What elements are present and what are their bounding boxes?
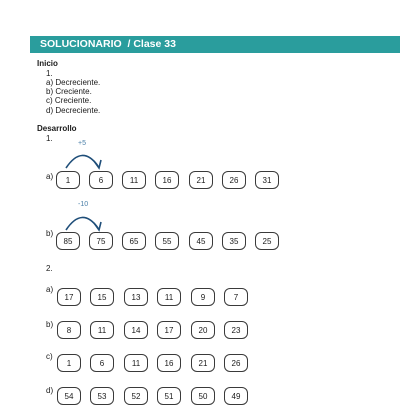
ex2-c-box: 11 bbox=[124, 354, 148, 372]
ex1-a-box: 6 bbox=[89, 171, 113, 189]
ex1-b-label: b) bbox=[46, 229, 54, 238]
ex2-a-box: 17 bbox=[57, 288, 81, 306]
ex1-a-box: 11 bbox=[122, 171, 146, 189]
ex1-b-box: 45 bbox=[189, 232, 213, 250]
ex1-number: 1. bbox=[46, 134, 53, 143]
ex1-b-box: 75 bbox=[89, 232, 113, 250]
ex1-a-curved-arrow-icon bbox=[60, 146, 110, 170]
ex1-a-box: 31 bbox=[255, 171, 279, 189]
ex1-a-box: 21 bbox=[189, 171, 213, 189]
ex2-b-box: 23 bbox=[224, 321, 248, 339]
ex2-c-box: 1 bbox=[57, 354, 81, 372]
ex1-b-box: 85 bbox=[56, 232, 80, 250]
ex2-a-box: 9 bbox=[191, 288, 215, 306]
ex2-d-box: 51 bbox=[157, 387, 181, 405]
ex1-a-box: 26 bbox=[222, 171, 246, 189]
ex1-b-box: 25 bbox=[255, 232, 279, 250]
ex2-d-box: 54 bbox=[57, 387, 81, 405]
ex1-b-arrow-label: -10 bbox=[78, 201, 89, 208]
header-banner: SOLUCIONARIO / Clase 33 bbox=[30, 36, 400, 53]
ex2-b-box: 11 bbox=[90, 321, 114, 339]
ex2-b-box: 20 bbox=[191, 321, 215, 339]
ex2-c-box: 26 bbox=[224, 354, 248, 372]
ex1-b-box: 55 bbox=[155, 232, 179, 250]
ex2-c-box: 6 bbox=[90, 354, 114, 372]
ex2-c-label: c) bbox=[46, 352, 53, 361]
desarrollo-heading: Desarrollo bbox=[37, 124, 77, 133]
ex2-d-label: d) bbox=[46, 386, 54, 395]
ex2-c-box: 16 bbox=[157, 354, 181, 372]
ex2-a-box: 11 bbox=[157, 288, 181, 306]
ex2-b-box: 8 bbox=[57, 321, 81, 339]
ex1-b-curved-arrow-icon bbox=[60, 208, 110, 232]
ex2-d-box: 52 bbox=[124, 387, 148, 405]
ex1-a-box: 16 bbox=[155, 171, 179, 189]
ex1-a-arrow-label: +5 bbox=[78, 140, 86, 147]
ex1-b-box: 65 bbox=[122, 232, 146, 250]
ex2-d-box: 49 bbox=[224, 387, 248, 405]
ex2-d-box: 50 bbox=[191, 387, 215, 405]
ex2-number: 2. bbox=[46, 264, 53, 273]
ex2-c-box: 21 bbox=[191, 354, 215, 372]
ex1-b-box: 35 bbox=[222, 232, 246, 250]
inicio-number: 1. bbox=[46, 69, 53, 78]
ex2-a-box: 13 bbox=[124, 288, 148, 306]
inicio-answer-b: b) Creciente. bbox=[46, 87, 92, 96]
ex2-b-box: 14 bbox=[124, 321, 148, 339]
ex2-b-box: 17 bbox=[157, 321, 181, 339]
inicio-heading: Inicio bbox=[37, 59, 58, 68]
ex1-a-box: 1 bbox=[56, 171, 80, 189]
ex2-a-box: 15 bbox=[90, 288, 114, 306]
ex2-a-box: 7 bbox=[224, 288, 248, 306]
ex2-b-label: b) bbox=[46, 320, 54, 329]
ex2-d-box: 53 bbox=[90, 387, 114, 405]
ex1-a-label: a) bbox=[46, 172, 54, 181]
inicio-answer-a: a) Decreciente. bbox=[46, 78, 101, 87]
inicio-answer-c: c) Creciente. bbox=[46, 96, 92, 105]
ex2-a-label: a) bbox=[46, 285, 54, 294]
inicio-answer-d: d) Decreciente. bbox=[46, 106, 101, 115]
